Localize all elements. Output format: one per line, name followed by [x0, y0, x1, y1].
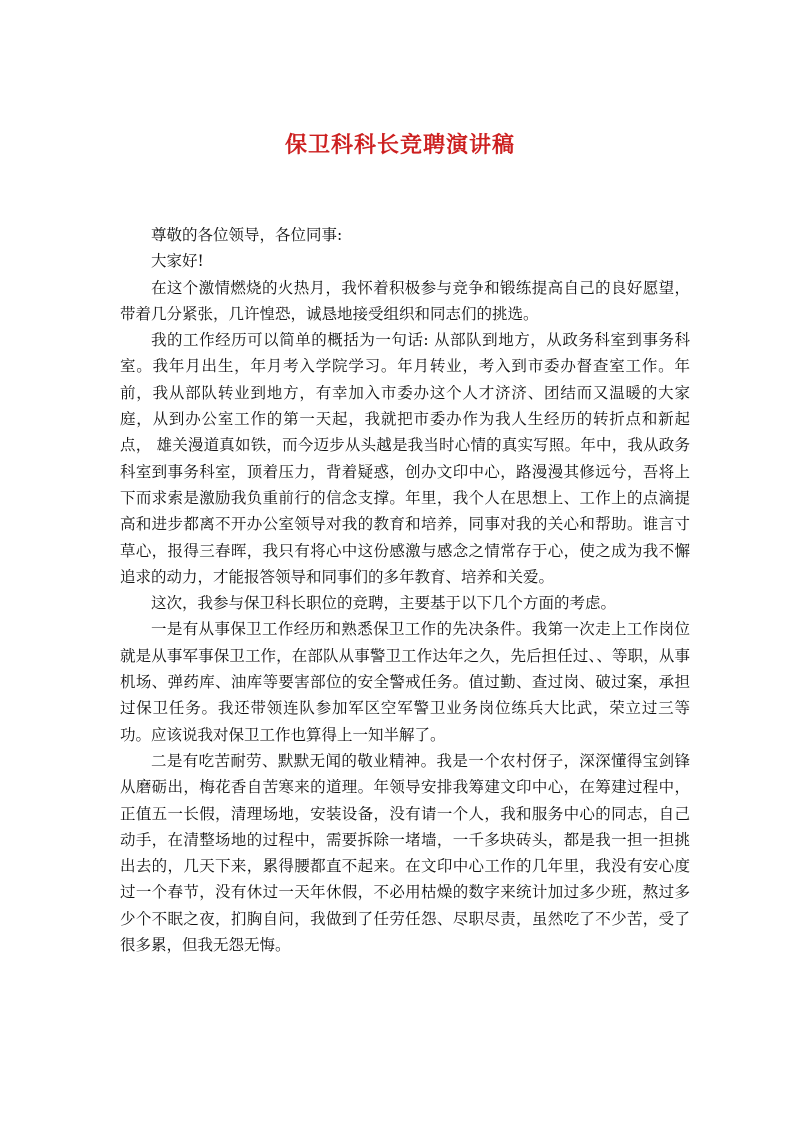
- document-body: [120, 222, 690, 958]
- intro-paragraph: 在这个激情燃烧的火热月，我怀着积极参与竞争和锻练提高自己的良好愿望，带着几分紧张，几许惶恐，诚恳地接受组织和同志们的挑选。: [120, 278, 690, 323]
- considerations-paragraph: 这次，我参与保卫科长职位的竞聘，主要基于以下几个方面的考虑。: [151, 594, 617, 613]
- reason-two-paragraph: 二是有吃苦耐劳、默默无闻的敬业精神。我是一个农村伢子，深深懂得宝剑锋从磨砺出，梅花香自苦寒来的道理。年领导安排我筹建文印中心，在筹建过程中，正值五一长假，清理场地，安装设备，没有请一个人，我和服务中心的同志，自己动手，在清整场地的过程中，需要拆除一堵墙，一千多块砖头，都是我一担一担挑出去的，几天下来，累得腰都直不起来。在文印中心工作的几年里，我没有安心度过一个春节，没有休过一天年休假，不必用枯燥的数字来统计加过多少班，熬过多少个不眠之夜，扪胸自问，我做到了任劳任怨、尽职尽责，虽然吃了不少苦，受了很多累，但我无怨无悔。: [120, 751, 690, 955]
- reason-one-paragraph: 一是有从事保卫工作经历和熟悉保卫工作的先决条件。我第一次走上工作岗位就是从事军事保卫工作，在部队从事警卫工作达年之久，先后担任过、、等职，从事机场、弹药库、油库等要害部位的安全警戒任务。值过勤、查过岗、破过案，承担过保卫任务。我还带领连队参加军区空军警卫业务岗位练兵大比武，荣立过三等功。应该说我对保卫工作也算得上一知半解了。: [120, 620, 690, 744]
- document-title: 保卫科科长竞聘演讲稿: [284, 132, 515, 158]
- salutation-paragraph: 尊敬的各位领导，各位同事:: [151, 226, 343, 244]
- greeting-paragraph: 大家好!: [151, 252, 204, 271]
- work-experience-paragraph: 我的工作经历可以简单的概括为一句话: 从部队到地方，从政务科室到事务科室。我年月出生，年月考入学院学习。年月转业，考入到市委办督查室工作。年前，我从部队转业到地方，有幸加入市委办这个人才济济、团结而又温暖的大家庭，从到办公室工作的第一天起，我就把市委办作为我人生经历的转折点和新起点， 雄关漫道真如铁，而今迈步从头越是我当时心情的真实写照。年中，我从政务科室到事务科室，顶着压力，背着疑惑，创办文印中心，路漫漫其修远兮，吾将上下而求索是激励我负重前行的信念支撑。年里，我个人在思想上、工作上的点滴提高和进步都离不开办公室领导对我的教育和培养，同事对我的关心和帮助。谁言寸草心，报得三春晖，我只有将心中这份感激与感念之情常存于心，使之成为我不懈追求的动力，才能报答领导和同事们的多年教育、培养和关爱。: [120, 331, 690, 586]
